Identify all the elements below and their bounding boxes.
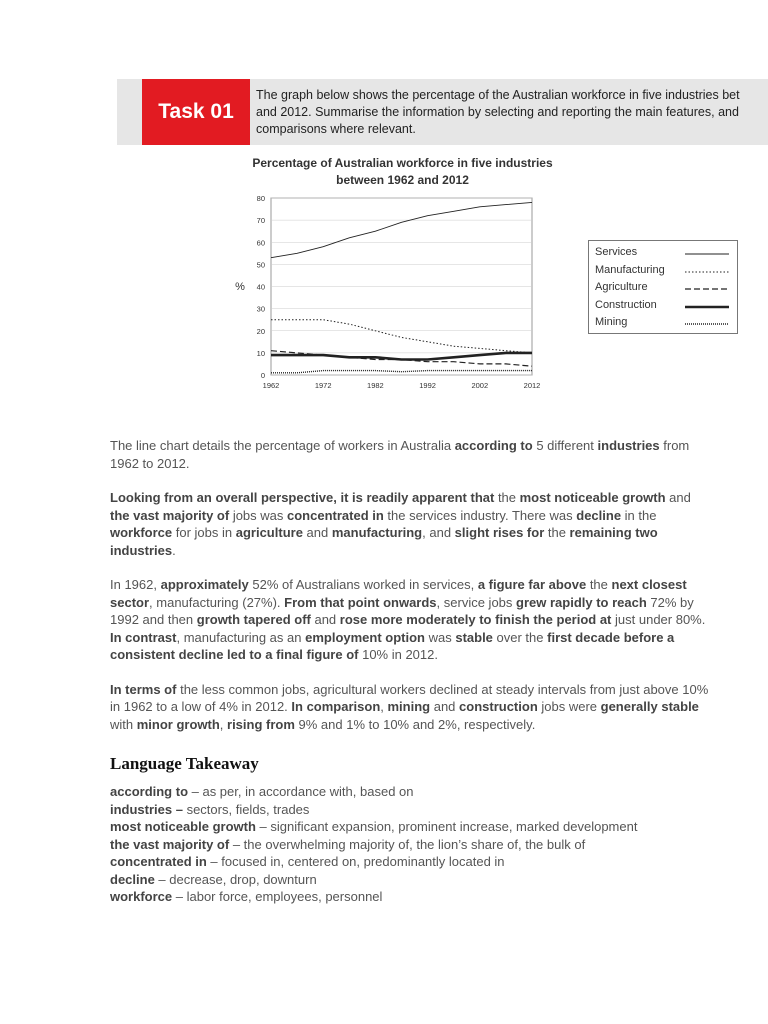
highlighted-phrase: rising from — [227, 716, 295, 732]
highlighted-phrase: employment option — [305, 629, 425, 645]
takeaway-definition: – labor force, employees, personnel — [172, 889, 383, 904]
takeaway-item — [110, 783, 710, 801]
legend-label: Mining — [595, 316, 628, 328]
paragraph-text: , manufacturing (27%). — [149, 594, 285, 610]
article-paragraph — [110, 681, 710, 734]
task-prompt-line: and 2012. Summarise the information by selecting and reporting the main features, and — [256, 105, 739, 119]
article — [110, 437, 710, 906]
y-tick-label: 0 — [260, 371, 265, 380]
task-prompt-line: comparisons where relevant. — [256, 122, 416, 136]
y-axis-label: % — [235, 281, 245, 293]
paragraph-text: 72% by 1992 and then — [110, 594, 694, 627]
legend-label: Services — [595, 246, 638, 258]
takeaway-item — [110, 836, 710, 854]
highlighted-phrase: In terms of — [110, 681, 177, 697]
y-tick-label: 50 — [256, 260, 265, 270]
takeaway-definition: – decrease, drop, downturn — [154, 871, 317, 887]
paragraph-text: from 1962 to 2012. — [110, 438, 690, 471]
article-body — [110, 437, 710, 733]
y-tick-label: 30 — [256, 304, 265, 314]
highlighted-phrase: agriculture — [235, 525, 303, 540]
highlighted-phrase: remaining two industries — [110, 525, 658, 558]
series-line-manufacturing — [271, 320, 532, 353]
highlighted-phrase: Looking from an overall perspective, it is readily apparent that — [110, 490, 495, 505]
paragraph-text: just under 80%. — [611, 612, 706, 627]
y-tick-label: 10 — [256, 348, 265, 358]
paragraph-text: The line chart details the percentage of workers in Australia — [110, 438, 455, 453]
paragraph-text: the — [494, 490, 520, 505]
highlighted-phrase: a figure far above — [477, 577, 587, 592]
takeaway-item — [110, 853, 710, 871]
x-tick-label: 1992 — [419, 381, 436, 390]
series-line-services — [271, 202, 532, 257]
chart-title-line: between 1962 and 2012 — [336, 173, 469, 187]
takeaway-heading: Language Takeaway — [110, 754, 259, 773]
y-tick-label: 20 — [256, 326, 265, 336]
y-tick-label: 70 — [256, 216, 265, 226]
y-tick-label: 60 — [256, 238, 265, 248]
legend-item — [595, 280, 731, 296]
paragraph-text: . — [172, 542, 176, 558]
takeaway-definition: sectors, fields, trades — [182, 801, 310, 817]
paragraph-text: 5 different — [532, 438, 598, 453]
takeaway-term: concentrated in — [110, 854, 207, 869]
x-tick-label: 2002 — [471, 381, 489, 390]
article-paragraph — [110, 576, 710, 664]
legend-label: Agriculture — [595, 281, 648, 293]
highlighted-phrase: manufacturing — [331, 525, 423, 540]
paragraph-text: was — [425, 629, 456, 645]
paragraph-text: 9% and 1% to 10% and 2%, respectively. — [294, 716, 536, 732]
takeaway-definition: – significant expansion, prominent increase, marked development — [255, 819, 638, 834]
task-badge: Task 01 — [142, 79, 250, 145]
paragraph-text: , — [219, 716, 228, 732]
task-banner — [117, 79, 768, 145]
legend-swatch — [685, 270, 729, 274]
task-prompt — [256, 87, 768, 138]
paragraph-text: in the — [621, 507, 657, 523]
legend-item — [595, 298, 731, 314]
takeaway-term: workforce — [110, 889, 173, 904]
legend-label: Manufacturing — [595, 263, 665, 276]
highlighted-phrase: growth tapered off — [196, 612, 311, 627]
series-line-mining — [271, 371, 532, 373]
paragraph-text: jobs were — [537, 699, 601, 714]
paragraph-text: the services industry. There was — [383, 507, 577, 523]
chart-title-line: Percentage of Australian workforce in five industries — [252, 156, 553, 170]
highlighted-phrase: generally stable — [600, 699, 699, 714]
highlighted-phrase: From that point onwards — [284, 594, 437, 610]
takeaway-definition: – as per, in accordance with, based on — [188, 784, 414, 799]
takeaway-list — [110, 783, 710, 906]
line-chart — [225, 190, 555, 400]
highlighted-phrase: approximately — [160, 577, 249, 592]
paragraph-text: , and — [422, 525, 455, 540]
paragraph-text: , manufacturing as an — [176, 629, 306, 645]
series-line-construction — [271, 353, 532, 360]
paragraph-text: and — [430, 699, 460, 714]
legend-label: Construction — [595, 298, 657, 311]
paragraph-text: , service jobs — [436, 594, 517, 610]
takeaway-definition: – the overwhelming majority of, the lion’s share of, the bulk of — [229, 836, 586, 852]
article-paragraph — [110, 437, 710, 472]
takeaway-item — [110, 888, 710, 906]
chart-title — [230, 155, 575, 189]
paragraph-text: over the — [492, 629, 548, 645]
legend-swatch — [685, 305, 729, 309]
takeaway-term: according to — [110, 784, 189, 799]
legend-item — [595, 263, 731, 279]
paragraph-text: In 1962, — [110, 577, 161, 592]
highlighted-phrase: minor growth — [136, 716, 220, 732]
highlighted-phrase: first decade before a consistent decline led to a final figure of — [110, 629, 675, 662]
paragraph-text: and — [665, 490, 691, 505]
takeaway-term: industries – — [110, 801, 183, 817]
highlighted-phrase: concentrated in — [287, 507, 384, 523]
paragraph-text: with — [110, 716, 137, 732]
highlighted-phrase: In comparison — [291, 699, 381, 714]
takeaway-item — [110, 871, 710, 889]
paragraph-text: the — [544, 525, 570, 540]
paragraph-text: , — [380, 699, 388, 714]
x-tick-label: 1972 — [314, 381, 332, 390]
y-tick-label: 40 — [256, 282, 265, 292]
highlighted-phrase: the vast majority of — [110, 507, 230, 523]
takeaway-item — [110, 801, 710, 819]
takeaway-item — [110, 818, 710, 836]
takeaway-term: decline — [110, 871, 155, 887]
legend-swatch — [685, 287, 729, 291]
legend-item — [595, 315, 731, 331]
takeaway-term: most noticeable growth — [110, 819, 256, 834]
takeaway-term: the vast majority of — [110, 836, 230, 852]
highlighted-phrase: construction — [459, 699, 538, 714]
paragraph-text: 52% of Australians worked in services, — [248, 577, 478, 592]
highlighted-phrase: most noticeable growth — [519, 490, 666, 505]
highlighted-phrase: industries — [597, 438, 660, 453]
paragraph-text: jobs was — [229, 507, 288, 523]
paragraph-text: for jobs in — [172, 525, 236, 540]
takeaway-definition: – focused in, centered on, predominantly located in — [206, 854, 505, 869]
highlighted-phrase: rose more moderately to finish the period at — [339, 612, 612, 627]
article-paragraph — [110, 489, 710, 559]
highlighted-phrase: mining — [387, 699, 431, 714]
chart-legend — [588, 240, 738, 334]
paragraph-text: the less common jobs, agricultural workers declined at steady intervals from just above 10% in 1962 to a low of 4% in 2012. — [110, 681, 709, 714]
highlighted-phrase: slight rises for — [454, 525, 545, 540]
legend-item — [595, 245, 731, 261]
x-tick-label: 2012 — [523, 381, 541, 390]
paragraph-text: 10% in 2012. — [358, 647, 438, 662]
paragraph-text: and — [310, 612, 340, 627]
x-tick-label: 1962 — [262, 381, 280, 390]
highlighted-phrase: next closest sector — [110, 577, 687, 610]
highlighted-phrase: grew rapidly to reach — [516, 594, 647, 610]
highlighted-phrase: decline — [576, 507, 622, 523]
y-tick-label: 80 — [256, 194, 265, 203]
highlighted-phrase: according to — [454, 438, 533, 453]
x-tick-label: 1982 — [367, 381, 384, 390]
legend-swatch — [685, 322, 729, 326]
task-prompt-line: The graph below shows the percentage of the Australian workforce in five industries bet — [256, 88, 740, 102]
paragraph-text: and — [302, 525, 332, 540]
paragraph-text: the — [586, 577, 612, 592]
legend-swatch — [685, 252, 729, 256]
highlighted-phrase: stable — [455, 629, 493, 645]
highlighted-phrase: In contrast — [110, 629, 177, 645]
highlighted-phrase: workforce — [110, 525, 173, 540]
